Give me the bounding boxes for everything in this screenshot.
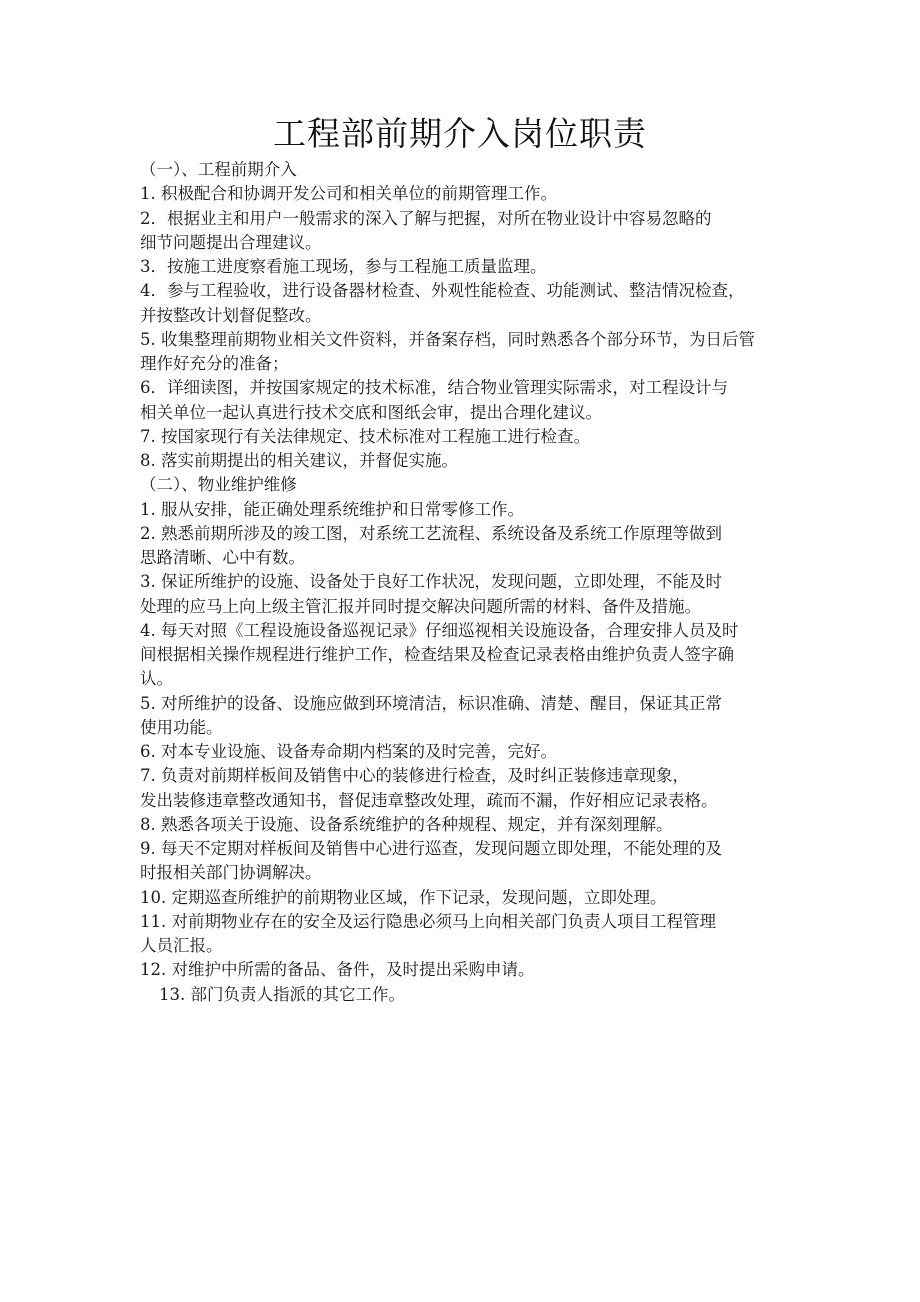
- list-item: [140, 522, 785, 571]
- list-item: [140, 910, 785, 959]
- list-item: [140, 449, 785, 473]
- list-item-line: 3. 保证所维护的设施、设备处于良好工作状况，发现问题，立即处理，不能及时: [140, 572, 722, 592]
- list-item-line: 7. 按国家现行有关法律规定、技术标准对工程施工进行检查。: [140, 426, 590, 446]
- list-item-line: 11. 对前期物业存在的安全及运行隐患必须马上向相关部门负责人项目工程管理: [140, 911, 716, 931]
- list-item-line: 8. 落实前期提出的相关建议，并督促实施。: [140, 451, 458, 470]
- list-item: [140, 983, 785, 1007]
- list-item: [140, 425, 785, 449]
- list-item-line: 5. 收集整理前期物业相关文件资料，并备案存档，同时熟悉各个部分环节，为日后管: [140, 329, 755, 349]
- list-item: [140, 764, 785, 813]
- list-item-line: 相关单位一起认真进行技术交底和图纸会审，提出合理化建议。: [140, 402, 602, 422]
- list-item-line: 时报相关部门协调解决。: [140, 863, 322, 883]
- list-item-line: 细节问题提出合理建议。: [140, 232, 322, 252]
- list-item-line: 4. 每天对照《工程设施设备巡视记录》仔细巡视相关设施设备，合理安排人员及时: [140, 620, 739, 640]
- list-item: [140, 958, 785, 982]
- list-item: [140, 279, 785, 328]
- list-item-line: 2．根据业主和用户一般需求的深入了解与把握，对所在物业设计中容易忽略的: [140, 208, 712, 228]
- list-item-line: 6．详细读图，并按国家规定的技术标准，结合物业管理实际需求，对工程设计与: [140, 378, 728, 398]
- list-item-line: 6. 对本专业设施、设备寿命期内档案的及时完善，完好。: [140, 742, 557, 761]
- section-heading-1: （一）、工程前期介入: [140, 160, 297, 179]
- list-item: [140, 886, 785, 910]
- list-item: [140, 619, 785, 692]
- list-item-line: 理作好充分的准备；: [140, 354, 289, 373]
- list-item-line: 间根据相关操作规程进行维护工作，检查结果及检查记录表格由维护负责人签字确: [140, 645, 734, 664]
- list-item: [140, 837, 785, 886]
- list-item-line: 8. 熟悉各项关于设施、设备系统维护的各种规程、规定，并有深刻理解。: [140, 814, 673, 834]
- list-item: [140, 740, 785, 764]
- list-item: [140, 182, 785, 206]
- list-item-line: 12. 对维护中所需的备品、备件，及时提出采购申请。: [140, 960, 535, 980]
- list-item-line: 人员汇报。: [140, 936, 223, 955]
- list-item: [140, 255, 785, 279]
- list-item: [140, 498, 785, 522]
- list-item-line: 并按整改计划督促整改。: [140, 305, 322, 325]
- list-item-line: 7. 负责对前期样板间及销售中心的装修进行检查，及时纠正装修违章现象，: [140, 766, 689, 786]
- list-item-line: 9. 每天不定期对样板间及销售中心进行巡查，发现问题立即处理，不能处理的及: [140, 839, 722, 858]
- list-item: [140, 376, 785, 425]
- list-item-line: 处理的应马上向上级主管汇报并同时提交解决问题所需的材料、备件及措施。: [140, 596, 701, 616]
- document-title: 工程部前期介入岗位职责: [273, 114, 647, 153]
- list-item-line: 思路清晰、心中有数。: [140, 548, 305, 567]
- list-item-line: 5. 对所维护的设备、设施应做到环境清洁，标识准确、清楚、醒目，保证其正常: [140, 693, 722, 713]
- list-item: [140, 328, 785, 377]
- list-item-line: 1. 服从安排，能正确处理系统维护和日常零修工作。: [140, 499, 524, 519]
- list-item-line: 发出装修违章整改通知书，督促违章整改处理，疏而不漏，作好相应记录表格。: [140, 790, 718, 810]
- list-item: [140, 570, 785, 619]
- list-item-line: 1. 积极配合和协调开发公司和相关单位的前期管理工作。: [140, 184, 557, 204]
- list-item-line: 使用功能。: [140, 717, 223, 737]
- list-item: [140, 813, 785, 837]
- list-item-line: 3．按施工进度察看施工现场，参与工程施工质量监理。: [140, 257, 547, 276]
- list-item: [140, 207, 785, 256]
- document-body: [140, 158, 785, 1007]
- list-item-line: 认。: [140, 669, 173, 689]
- list-item-line: 13. 部门负责人指派的其它工作。: [159, 984, 405, 1004]
- list-item-line: 10. 定期巡查所维护的前期物业区域，作下记录，发现问题，立即处理。: [140, 887, 667, 907]
- list-item-line: 2. 熟悉前期所涉及的竣工图，对系统工艺流程、系统设备及系统工作原理等做到: [140, 523, 722, 543]
- section-heading-2: （二）、物业维护维修: [140, 475, 297, 495]
- list-item: [140, 692, 785, 741]
- list-item-line: 4．参与工程验收，进行设备器材检查、外观性能检查、功能测试、整洁情况检查，: [140, 281, 745, 301]
